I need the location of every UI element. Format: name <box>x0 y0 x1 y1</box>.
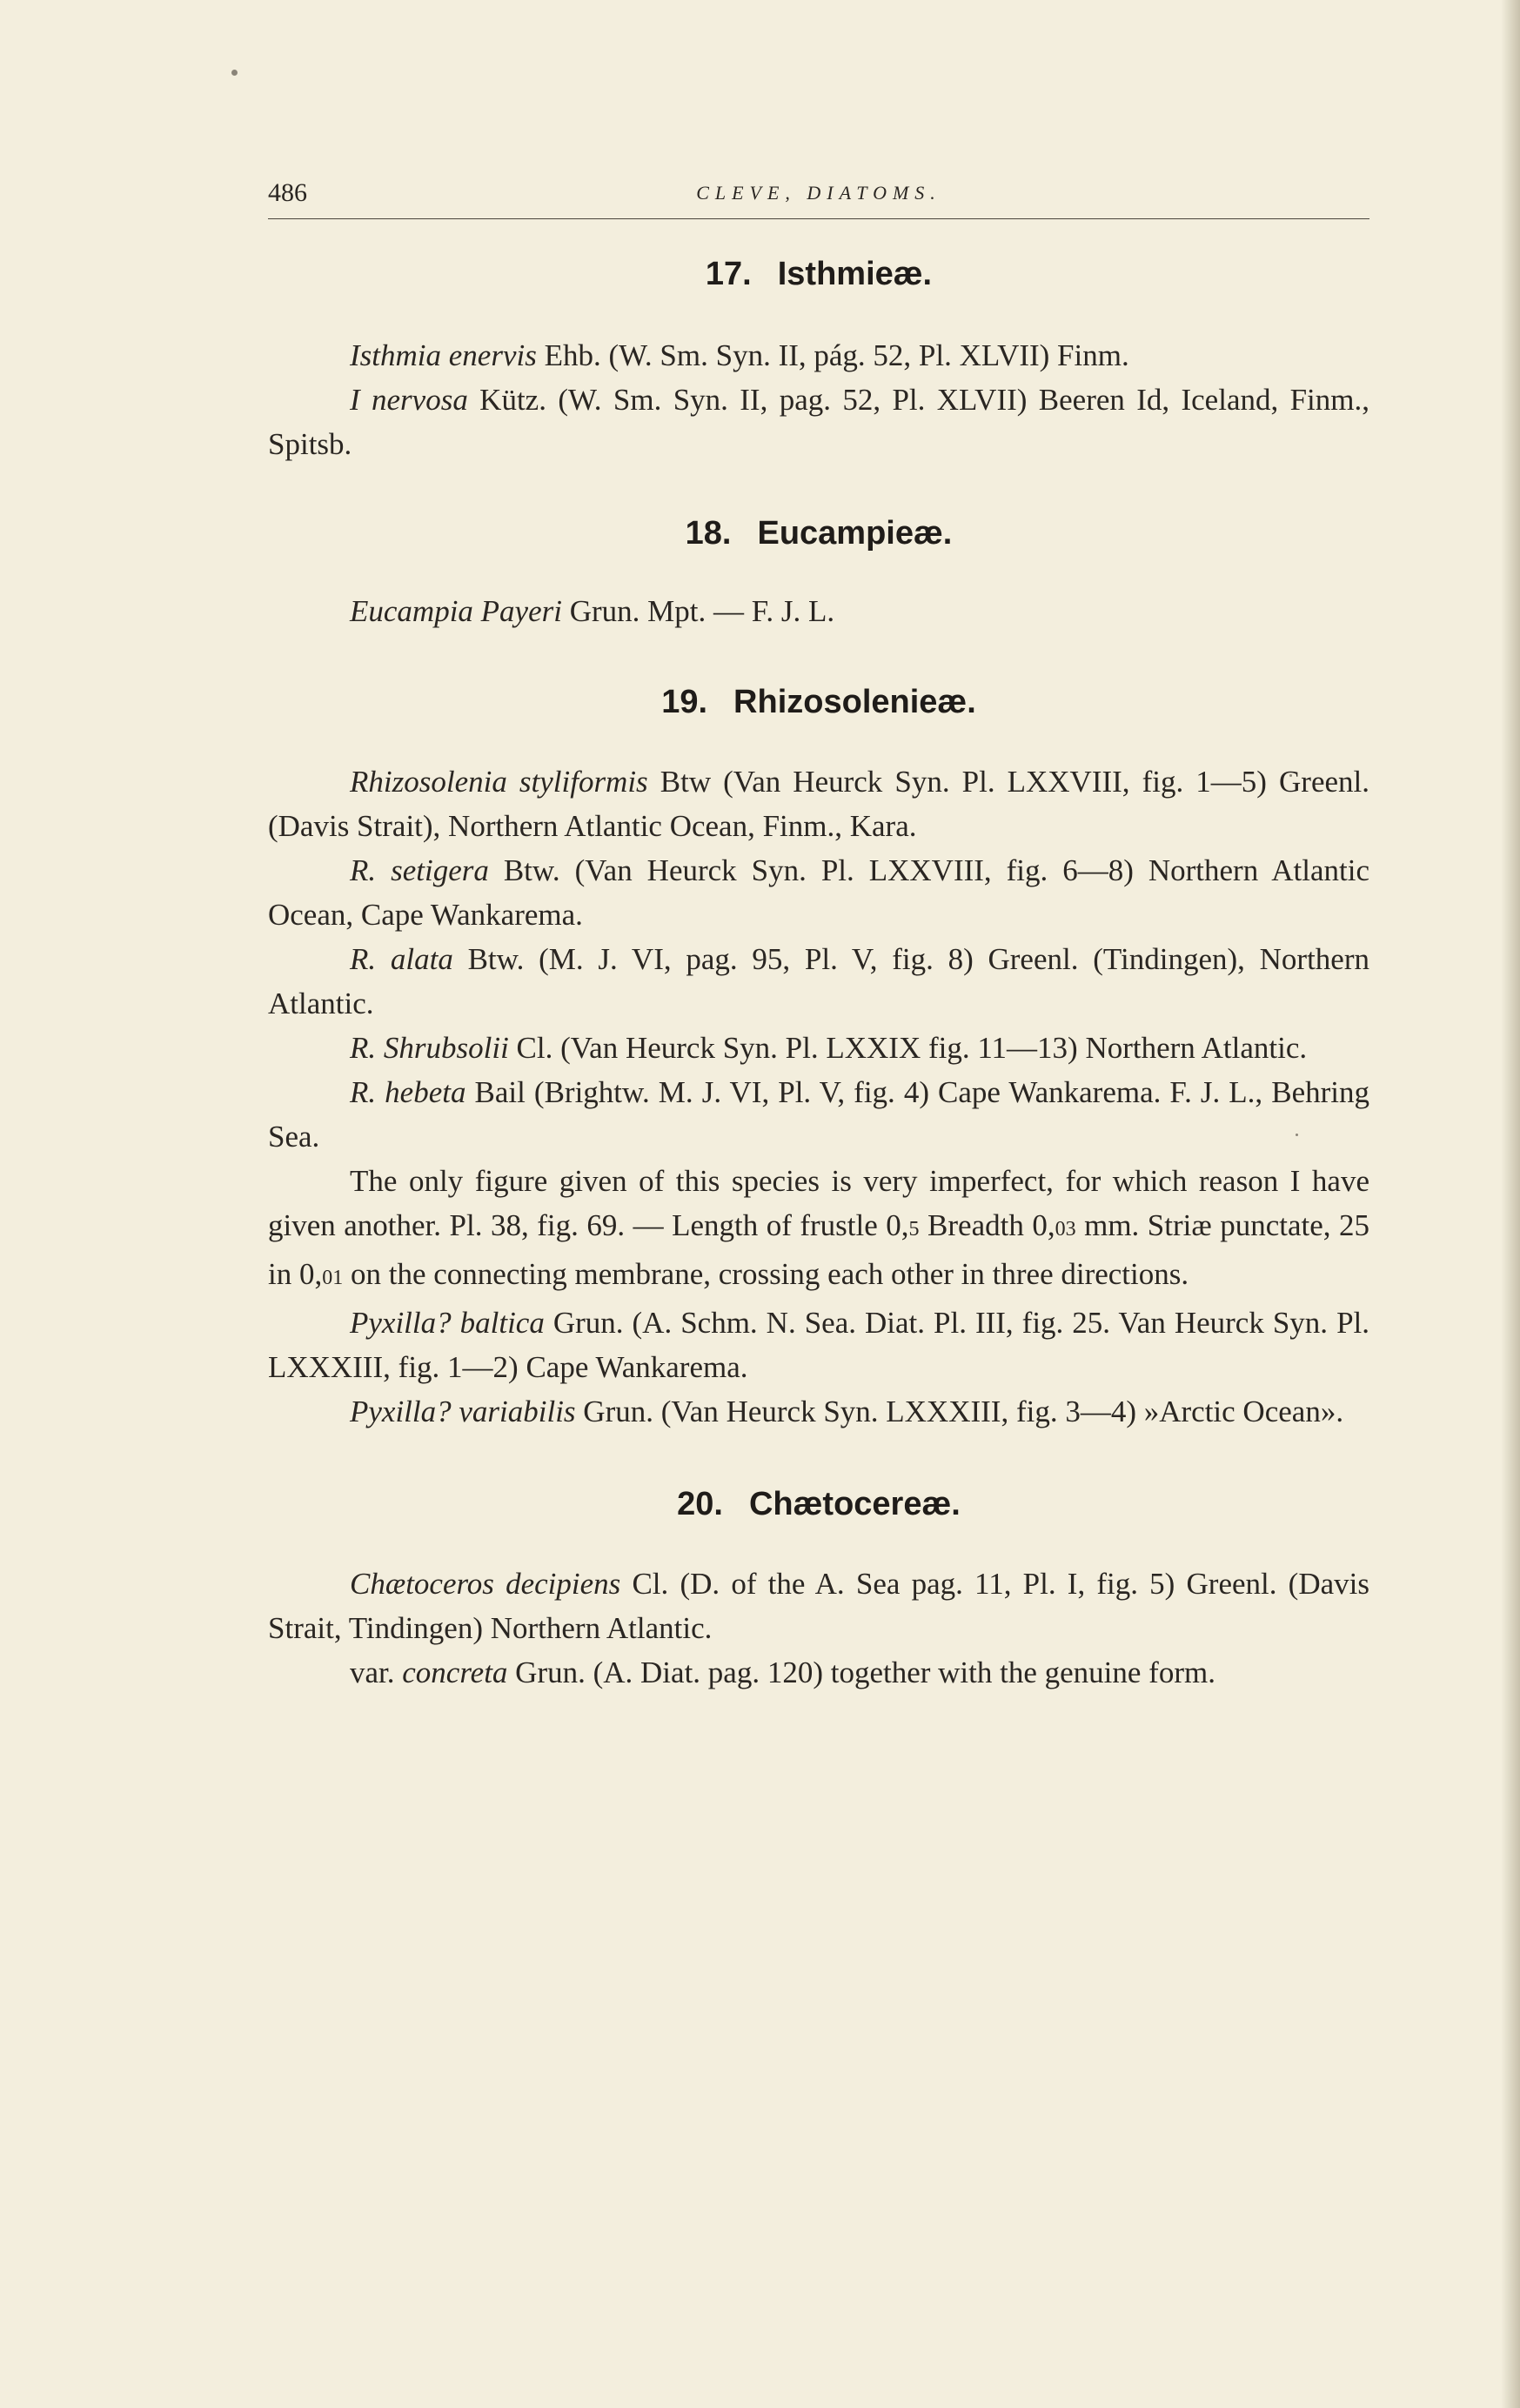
note-text: The only figure given of this species is very imperfect, for which reason I have given another. Pl. 38, fig. 69. — Length of frustle 0, <box>268 1164 1369 1242</box>
running-title: CLEVE, DIATOMS. <box>696 182 941 204</box>
entry-rhizosolenia-styliformis <box>268 759 1369 848</box>
entry-text: Grun. Mpt. — F. J. L. <box>561 594 835 628</box>
taxon-name: Isthmia enervis <box>350 338 537 372</box>
variety-label: var. <box>350 1656 403 1689</box>
entry-isthmia-nervosa <box>268 378 1369 466</box>
note-text: Breadth 0, <box>919 1208 1055 1242</box>
header-rule <box>268 218 1369 219</box>
section-title: Eucampieæ. <box>757 515 953 552</box>
entry-text: Grun. (Van Heurck Syn. LXXXIII, fig. 3—4) »Arctic Ocean». <box>575 1395 1344 1428</box>
section-number: 19. <box>661 684 708 720</box>
entry-r-setigera <box>268 848 1369 937</box>
entry-text: Ehb. (W. Sm. Syn. II, pág. 52, Pl. XLVII) Finm. <box>536 338 1129 372</box>
entry-text: Kütz. (W. Sm. Syn. II, pag. 52, Pl. XLVII) Beeren Id, Iceland, Finm., Spitsb. <box>268 383 1369 461</box>
taxon-name: R. alata <box>350 942 453 976</box>
note-decimal: 03 <box>1055 1218 1076 1241</box>
taxon-name: R. Shrubsolii <box>350 1031 509 1065</box>
taxon-name: R. hebeta <box>350 1075 466 1109</box>
entry-text: Bail (Brightw. M. J. VI, Pl. V, fig. 4) Cape Wankarema. F. J. L., Behring Sea. <box>268 1075 1369 1154</box>
section-heading-19 <box>268 684 1369 721</box>
taxon-name: concreta <box>402 1656 508 1689</box>
entry-r-alata <box>268 937 1369 1026</box>
page-number: 486 <box>268 178 307 207</box>
section-title: Rhizosolenieæ. <box>733 684 976 720</box>
section-heading-17 <box>268 256 1369 293</box>
entry-text: Btw. (Van Heurck Syn. Pl. LXXVIII, fig. 6—8) Northern Atlantic Ocean, Cape Wankarema. <box>268 853 1369 932</box>
section-heading-18 <box>268 515 1369 552</box>
taxon-name: Chætoceros decipiens <box>350 1567 621 1601</box>
entry-text: Grun. (A. Diat. pag. 120) together with the genuine form. <box>507 1656 1215 1689</box>
section-heading-20 <box>268 1486 1369 1523</box>
entry-chaetoceros-decipiens <box>268 1562 1369 1650</box>
page-body <box>268 178 1369 1695</box>
note-text: mm. Striæ punctate, 25 in 0, <box>268 1208 1369 1291</box>
taxon-name: Rhizosolenia styliformis <box>350 765 648 799</box>
entry-text: Btw. (M. J. VI, pag. 95, Pl. V, fig. 8) Greenl. (Tindingen), Northern Atlantic. <box>268 942 1369 1020</box>
entry-pyxilla-baltica <box>268 1301 1369 1389</box>
entry-text: Cl. (D. of the A. Sea pag. 11, Pl. I, fig. 5) Greenl. (Davis Strait, Tindingen) Northern Atlantic. <box>268 1567 1369 1645</box>
section-number: 17. <box>705 256 752 292</box>
section-number: 20. <box>677 1486 723 1522</box>
entry-isthmia-enervis <box>268 333 1369 378</box>
note-text: on the connecting membrane, crossing each other in three directions. <box>343 1257 1189 1291</box>
entry-eucampia-payeri <box>268 589 1369 633</box>
section-title: Isthmieæ. <box>777 256 933 292</box>
running-header <box>268 178 1369 213</box>
taxon-name: Pyxilla? baltica <box>350 1306 545 1340</box>
entry-var-concreta <box>268 1650 1369 1695</box>
note-decimal: 01 <box>322 1267 344 1289</box>
entry-text: Cl. (Van Heurck Syn. Pl. LXXIX fig. 11—13) Northern Atlantic. <box>508 1031 1308 1065</box>
entry-text: Grun. (A. Schm. N. Sea. Diat. Pl. III, fig. 25. Van Heurck Syn. Pl. LXXXIII, fig. 1—2) Cape Wankarema. <box>268 1306 1370 1384</box>
entry-r-hebeta <box>268 1070 1369 1159</box>
entry-r-shrubsolii <box>268 1026 1369 1070</box>
entry-text: Btw (Van Heurck Syn. Pl. LXXVIII, fig. 1—5) Greenl. (Davis Strait), Northern Atlantic Ocean, Finm., Kara. <box>268 765 1369 843</box>
taxon-name: Eucampia Payeri <box>350 594 562 628</box>
taxon-name: R. setigera <box>350 853 489 887</box>
section-title: Chætocereæ. <box>748 1486 961 1522</box>
page-edge-shadow <box>1501 0 1520 2408</box>
paper-speck <box>231 70 238 76</box>
taxon-name: Pyxilla? variabilis <box>350 1395 576 1428</box>
section-number: 18. <box>685 515 732 552</box>
entry-pyxilla-variabilis <box>268 1389 1369 1434</box>
note-decimal: 5 <box>908 1218 920 1241</box>
species-note <box>268 1159 1369 1301</box>
taxon-name: I nervosa <box>350 383 468 417</box>
